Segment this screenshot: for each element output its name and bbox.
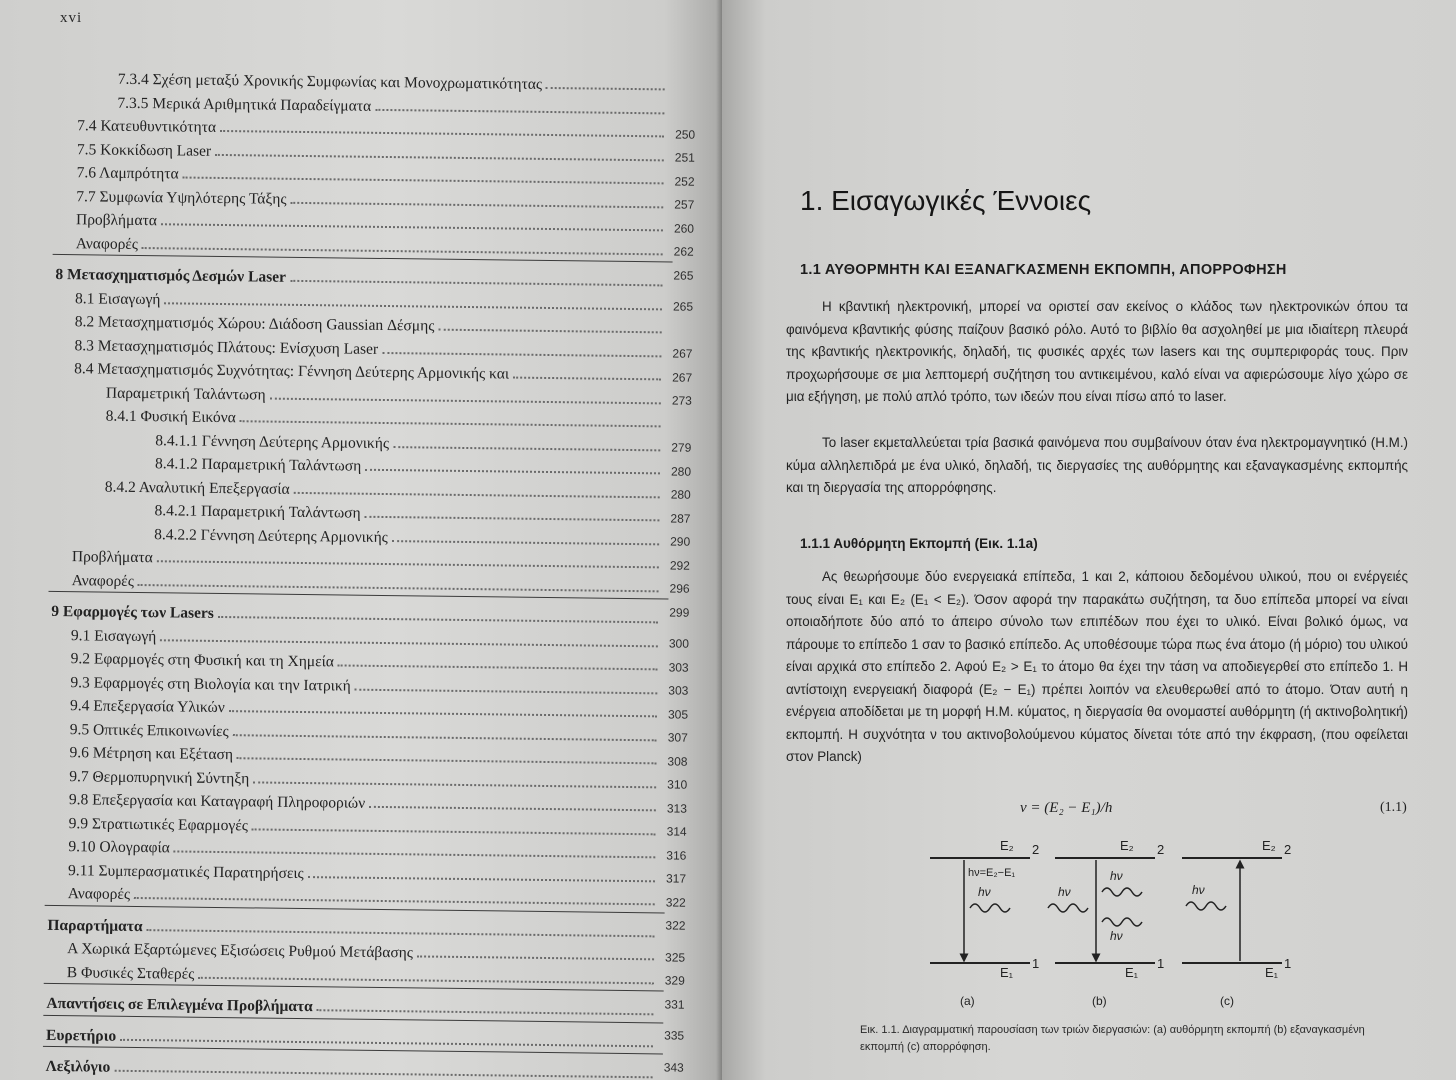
toc-entry-title: Προβλήματα bbox=[75, 211, 157, 230]
toc-leader-dots bbox=[174, 850, 656, 858]
toc-page-number: 305 bbox=[667, 706, 689, 722]
toc-page-number: 316 bbox=[666, 847, 687, 863]
toc-page-number: 322 bbox=[665, 918, 686, 933]
toc-leader-dots bbox=[291, 201, 664, 208]
toc-leader-dots bbox=[147, 929, 655, 937]
toc-leader-dots bbox=[134, 897, 655, 905]
toc-entry-title: 8.4.1 Φυσική Εικόνα bbox=[105, 407, 236, 427]
toc-entry-title: 8.4.2.1 Παραμετρική Ταλάντωση bbox=[154, 502, 361, 522]
label-hv-out1-b: hν bbox=[1110, 869, 1123, 883]
toc-page-number: 335 bbox=[664, 1028, 685, 1043]
toc-page-number: 310 bbox=[667, 777, 688, 792]
toc-entry bbox=[46, 1058, 653, 1080]
toc-page-number: 313 bbox=[666, 800, 688, 816]
toc-leader-dots bbox=[546, 87, 665, 90]
toc-entry-title: 9 Εφαρμογές των Lasers bbox=[51, 602, 214, 622]
toc-page-number: 257 bbox=[674, 197, 695, 212]
toc-leader-dots bbox=[417, 955, 654, 960]
label-hv-a: hν bbox=[978, 885, 991, 899]
toc-page-number: 290 bbox=[670, 534, 691, 549]
photon-wave-in-b bbox=[1048, 904, 1088, 912]
toc-entry-title: 8.2 Μετασχηματισμός Χώρου: Διάδοση Gaussian Δέσμης bbox=[74, 313, 435, 335]
label-e2-b: E₂ bbox=[1120, 838, 1134, 853]
label-hv-in-b: hν bbox=[1058, 885, 1071, 899]
toc-entry-title: Α Χωρικά Εξαρτώμενες Εξισώσεις Ρυθμού Μετάβασης bbox=[67, 940, 414, 962]
toc-leader-dots bbox=[114, 1070, 652, 1079]
toc-entry bbox=[74, 360, 661, 385]
label-e1-c: E₁ bbox=[1265, 965, 1279, 980]
toc-entry bbox=[105, 478, 660, 503]
toc-entry-title: Παραμετρική Ταλάντωση bbox=[105, 384, 266, 404]
toc-page-number: 322 bbox=[665, 894, 686, 910]
running-head: xvi bbox=[60, 10, 83, 26]
toc-leader-dots bbox=[164, 302, 662, 310]
label-e2-c: E₂ bbox=[1262, 838, 1276, 853]
toc-entry-title: 9.11 Συμπερασματικές Παρατηρήσεις bbox=[67, 861, 304, 882]
toc-page-number: 267 bbox=[672, 346, 693, 361]
panel-label-c: (c) bbox=[1220, 994, 1234, 1008]
photon-wave-a bbox=[970, 904, 1010, 912]
toc-entry bbox=[118, 71, 665, 96]
toc-leader-dots bbox=[252, 828, 656, 835]
toc-entry bbox=[77, 164, 664, 189]
equation-number: (1.1) bbox=[1380, 800, 1407, 815]
paragraph-3: Ας θεωρήσουμε δύο ενεργειακά επίπεδα, 1 και 2, κάποιου δεδομένου υλικού, που οι ενέργειές τους είναι E₁ και E₂ (E₁ < E₂). Όσον αφορά την παρακάτω συζήτηση, τα δυο επίπεδα μπορεί να είναι οποιαδήποτε δύο από το άπειρο σύνολο των επιπέδων που έχει το υλικό. Είναι βολικό όμως, να πάρουμε το επίπεδο 1 σαν το βασικό επίπεδο. Ας υποθέσουμε τώρα πως ένα άτομο (ή μόριο) του υλικού είναι αρχικά στο επίπεδο 2. Αφού E₂ > E₁ το άτομο θα έχει την τάση να αποδιεγερθεί στο επίπεδο 1. Η αντίστοιχη ενεργειακή διαφορά (E₂ − E₁) πρέπει λοιπόν να ελευθερωθεί από το άτομο. Όταν αυτή η ενέργεια αποδίδεται με τη μορφή Η.Μ. κύματος, η διεργασία θα ονομαστεί αυθόρμητη (ή ακτινοβολητική) εκπομπή. Η συχνότητα ν του ακτινοβολούμενου κύματος δίνεται τότε από την έκφραση, (που οφείλεται στον Planck) bbox=[786, 569, 1408, 764]
toc-entry bbox=[72, 548, 659, 573]
table-of-contents bbox=[0, 0, 722, 1080]
toc-leader-dots bbox=[157, 560, 659, 568]
figure-caption: Εικ. 1.1. Διαγραμματική παρουσίαση των τριών διεργασιών: (a) αυθόρμητη εκπομπή (b) εξαναγκασμένη εκπομπή (c) απορρόφηση. bbox=[860, 1024, 1365, 1053]
toc-entry-title: 9.4 Επεξεργασία Υλικών bbox=[70, 697, 225, 717]
toc-entry-title: 7.6 Λαμπρότητα bbox=[76, 164, 179, 183]
label-hv-out2-b: hν bbox=[1110, 929, 1123, 943]
toc-leader-dots bbox=[365, 469, 660, 475]
toc-page-number: 317 bbox=[665, 871, 687, 886]
toc-leader-dots bbox=[365, 516, 660, 522]
toc-entry bbox=[70, 721, 657, 746]
toc-entry bbox=[76, 188, 663, 213]
toc-leader-dots bbox=[237, 757, 657, 764]
panel-label-a: (a) bbox=[960, 994, 975, 1008]
toc-page-number: 307 bbox=[667, 730, 688, 745]
toc-entry bbox=[69, 791, 656, 816]
toc-entry bbox=[106, 408, 661, 433]
toc-page-number: 260 bbox=[673, 221, 695, 236]
toc-leader-dots bbox=[240, 420, 661, 427]
toc-page-number: 308 bbox=[667, 753, 688, 769]
toc-leader-dots bbox=[375, 108, 664, 114]
toc-leader-dots bbox=[183, 177, 664, 185]
toc-entry bbox=[69, 815, 656, 840]
toc-page-number: 251 bbox=[674, 150, 695, 165]
toc-entry-title: 7.3.5 Μερικά Αριθμητικά Παραδείγματα bbox=[117, 94, 372, 115]
label-1-b: 1 bbox=[1157, 956, 1165, 971]
toc-page-number: 343 bbox=[663, 1059, 684, 1075]
toc-leader-dots bbox=[393, 446, 660, 451]
toc-leader-dots bbox=[198, 976, 654, 984]
label-hv-c: hν bbox=[1192, 883, 1205, 897]
label-1-a: 1 bbox=[1032, 956, 1040, 971]
toc-entry bbox=[68, 862, 655, 887]
toc-page-number: 287 bbox=[670, 510, 691, 526]
toc-entry bbox=[67, 940, 654, 965]
toc-page-number: 265 bbox=[673, 268, 694, 283]
toc-leader-dots bbox=[382, 351, 661, 356]
toc-entry-title: 9.3 Εφαρμογές στη Βιολογία και την Ιατρική bbox=[70, 673, 351, 695]
planck-equation: ν = (E₂ − E₁)/h bbox=[1020, 800, 1113, 816]
toc-leader-dots bbox=[253, 781, 656, 788]
toc-entry-title: Παραρτήματα bbox=[47, 916, 143, 935]
label-e1-a: E₁ bbox=[1000, 965, 1014, 980]
toc-entry-title: 8.4.2.2 Γέννηση Δεύτερης Αρμονικής bbox=[154, 525, 388, 546]
left-page bbox=[0, 0, 722, 1080]
toc-entry bbox=[68, 838, 655, 863]
toc-entry-title: Λεξιλόγιο bbox=[45, 1057, 111, 1076]
toc-leader-dots bbox=[369, 806, 656, 812]
toc-entry-title: 7.5 Κοκκίδωση Laser bbox=[76, 140, 212, 160]
toc-page-number: 300 bbox=[668, 636, 690, 651]
toc-page-number: 296 bbox=[669, 581, 690, 596]
toc-entry bbox=[154, 502, 659, 526]
toc-leader-dots bbox=[392, 540, 659, 545]
toc-entry bbox=[71, 627, 658, 652]
toc-entry bbox=[69, 768, 656, 793]
toc-entry bbox=[70, 674, 657, 699]
toc-leader-dots bbox=[229, 710, 657, 717]
toc-leader-dots bbox=[233, 734, 657, 741]
chapter-title: 1. Εισαγωγικές Έννοιες bbox=[800, 185, 1092, 216]
toc-page-number: 250 bbox=[675, 127, 696, 142]
toc-entry bbox=[70, 697, 657, 722]
toc-page-number: 265 bbox=[672, 299, 694, 314]
toc-leader-dots bbox=[161, 223, 663, 231]
toc-entry bbox=[75, 313, 662, 338]
toc-leader-dots bbox=[138, 583, 659, 591]
toc-page-number: 292 bbox=[669, 557, 690, 573]
subsection-title: 1.1.1 Αυθόρμητη Εκπομπή (Εικ. 1.1a) bbox=[800, 536, 1038, 551]
label-2-c: 2 bbox=[1284, 842, 1292, 857]
toc-page-number: 299 bbox=[669, 604, 690, 620]
toc-page-number: 273 bbox=[671, 393, 693, 408]
toc-entry bbox=[74, 337, 661, 362]
toc-entry bbox=[69, 744, 656, 769]
toc-entry-title: 9.2 Εφαρμογές στη Φυσική και τη Χημεία bbox=[70, 650, 335, 671]
toc-page-number: 252 bbox=[674, 174, 695, 189]
paragraph-1: Η κβαντική ηλεκτρονική, μπορεί να οριστεί σαν εκείνος ο κλάδος των ηλεκτρονικών όπου τα φαινόμενα κβαντικής φύσης παίζουν βασικό ρόλο. Αυτό το βιβλίο θα ασχοληθεί με μια ιδιαίτερη πλευρά της κβαντικής ηλεκτρονικής, δηλαδή, τις φυσικές αρχές των lasers και της συμπεριφοράς τους. Πριν προχωρήσουμε σε μια λεπτομερή συζήτηση του αντικειμένου, καλό είναι να αφιερώσουμε λίγο χώρο σε μια εξήγηση, με πολύ απλό τρόπο, των ιδεών που είναι πίσω από το laser. bbox=[786, 299, 1408, 404]
toc-entry-title: 8.4.2 Αναλυτική Επεξεργασία bbox=[104, 478, 290, 498]
toc-page-number: 280 bbox=[670, 487, 691, 502]
toc-leader-dots bbox=[294, 491, 660, 497]
photon-wave-out2-b bbox=[1102, 918, 1142, 926]
toc-entry-title: 9.8 Επεξεργασία και Καταγραφή Πληροφοριών bbox=[68, 791, 366, 812]
toc-entry-title: Ευρετήριο bbox=[45, 1026, 117, 1045]
toc-entry-title: 8 Μετασχηματισμός Δεσμών Laser bbox=[55, 265, 287, 286]
toc-entry-title: 8.3 Μετασχηματισμός Πλάτους: Ενίσχυση Laser bbox=[74, 336, 379, 358]
toc-entry-title: Αναφορές bbox=[67, 885, 131, 903]
toc-entry bbox=[77, 117, 664, 142]
toc-leader-dots bbox=[160, 639, 658, 647]
label-2-b: 2 bbox=[1157, 842, 1165, 857]
toc-page-number: 331 bbox=[664, 996, 685, 1012]
toc-entry-title: Αναφορές bbox=[75, 234, 139, 253]
toc-entry-title: 7.4 Κατευθυντικότητα bbox=[77, 117, 217, 136]
toc-entry-title: 9.5 Οπτικές Επικοινωνίες bbox=[69, 720, 229, 740]
toc-page-number: 267 bbox=[672, 370, 693, 385]
toc-page-number: 314 bbox=[666, 824, 687, 839]
toc-entry-title: 8.1 Εισαγωγή bbox=[74, 289, 161, 308]
label-e2-a: E₂ bbox=[1000, 838, 1014, 853]
panel-label-b: (b) bbox=[1092, 994, 1107, 1008]
toc-entry-title: Β Φυσικές Σταθερές bbox=[66, 963, 195, 983]
toc-entry-title: 8.4 Μετασχηματισμός Συχνότητας: Γέννηση Δεύτερης Αρμονικής και bbox=[74, 360, 510, 383]
toc-entry-title: Απαντήσεις σε Επιλεγμένα Προβλήματα bbox=[46, 994, 313, 1016]
toc-entry bbox=[117, 94, 664, 119]
toc-page-number: 325 bbox=[665, 949, 686, 965]
toc-leader-dots bbox=[290, 280, 662, 287]
toc-page-number: 279 bbox=[671, 440, 692, 455]
toc-entry bbox=[155, 455, 660, 479]
toc-entry bbox=[55, 266, 662, 291]
toc-entry-title: Προβλήματα bbox=[71, 548, 153, 567]
toc-entry-title: 9.1 Εισαγωγή bbox=[70, 626, 157, 645]
toc-entry bbox=[77, 141, 664, 166]
toc-entry-title: 9.6 Μέτρηση και Εξέταση bbox=[69, 744, 234, 764]
toc-entry-title: 9.10 Ολογραφία bbox=[68, 838, 170, 857]
toc-leader-dots bbox=[438, 329, 661, 334]
toc-leader-dots bbox=[317, 1009, 654, 1015]
toc-leader-dots bbox=[338, 664, 658, 670]
toc-entry bbox=[47, 916, 654, 941]
toc-page-number: 329 bbox=[664, 973, 685, 988]
toc-entry bbox=[76, 211, 663, 236]
toc-leader-dots bbox=[220, 130, 664, 137]
toc-entry-title: 9.7 Θερμοπυρηνική Σύντηξη bbox=[69, 767, 250, 787]
label-e1-b: E₁ bbox=[1125, 965, 1139, 980]
toc-leader-dots bbox=[215, 153, 664, 160]
toc-leader-dots bbox=[142, 247, 663, 255]
toc-entry-title: 8.4.1.2 Παραμετρική Ταλάντωση bbox=[154, 455, 362, 475]
toc-leader-dots bbox=[270, 397, 661, 404]
toc-entry-title: 7.3.4 Σχέση μεταξύ Χρονικής Συμφωνίας και Μονοχρωματικότητας bbox=[117, 70, 543, 93]
toc-entry bbox=[155, 432, 660, 456]
toc-entry bbox=[75, 290, 662, 315]
label-relation-a: hν=E₂−E₁ bbox=[968, 867, 1016, 879]
photon-wave-out1-b bbox=[1102, 888, 1142, 896]
toc-leader-dots bbox=[120, 1038, 653, 1047]
section-title: 1.1 ΑΥΘΟΡΜΗΤΗ ΚΑΙ ΕΞΑΝΑΓΚΑΣΜΕΝΗ ΕΚΠΟΜΠΗ, ΑΠΟΡΡΟΦΗΣΗ bbox=[800, 262, 1287, 278]
toc-leader-dots bbox=[513, 377, 661, 381]
toc-entry bbox=[106, 384, 661, 409]
toc-entry bbox=[71, 650, 658, 675]
toc-leader-dots bbox=[355, 688, 658, 694]
toc-entry-title: Αναφορές bbox=[71, 571, 134, 590]
toc-page-number: 303 bbox=[668, 659, 689, 675]
toc-page-number: 280 bbox=[670, 463, 692, 479]
label-2-a: 2 bbox=[1032, 842, 1040, 857]
paragraph-2: Το laser εκμεταλλεύεται τρία βασικά φαινόμενα που συμβαίνουν όταν ένα ηλεκτρομαγνητικό (Η.Μ.) κύμα αλληλεπιδρά με ένα υλικό, δηλαδή, τις διεργασίες της αυθόρμητης και εξαναγκασμένης εκπομπής και τη διεργασία της απορρόφησης. bbox=[786, 435, 1408, 495]
energy-level-diagram bbox=[920, 830, 1310, 1030]
toc-page-number: 303 bbox=[668, 683, 689, 698]
toc-page-number: 262 bbox=[673, 244, 694, 259]
toc-entry-title: 7.7 Συμφωνία Υψηλότερης Τάξης bbox=[76, 187, 287, 208]
toc-entry bbox=[51, 603, 658, 628]
toc-entry bbox=[154, 526, 659, 550]
toc-leader-dots bbox=[308, 876, 655, 882]
photon-wave-c bbox=[1186, 902, 1226, 910]
toc-entry-title: 9.9 Στρατιωτικές Εφαρμογές bbox=[68, 814, 249, 834]
label-1-c: 1 bbox=[1284, 956, 1292, 971]
toc-leader-dots bbox=[218, 616, 658, 623]
toc-entry-title: 8.4.1.1 Γέννηση Δεύτερης Αρμονικής bbox=[155, 431, 390, 452]
